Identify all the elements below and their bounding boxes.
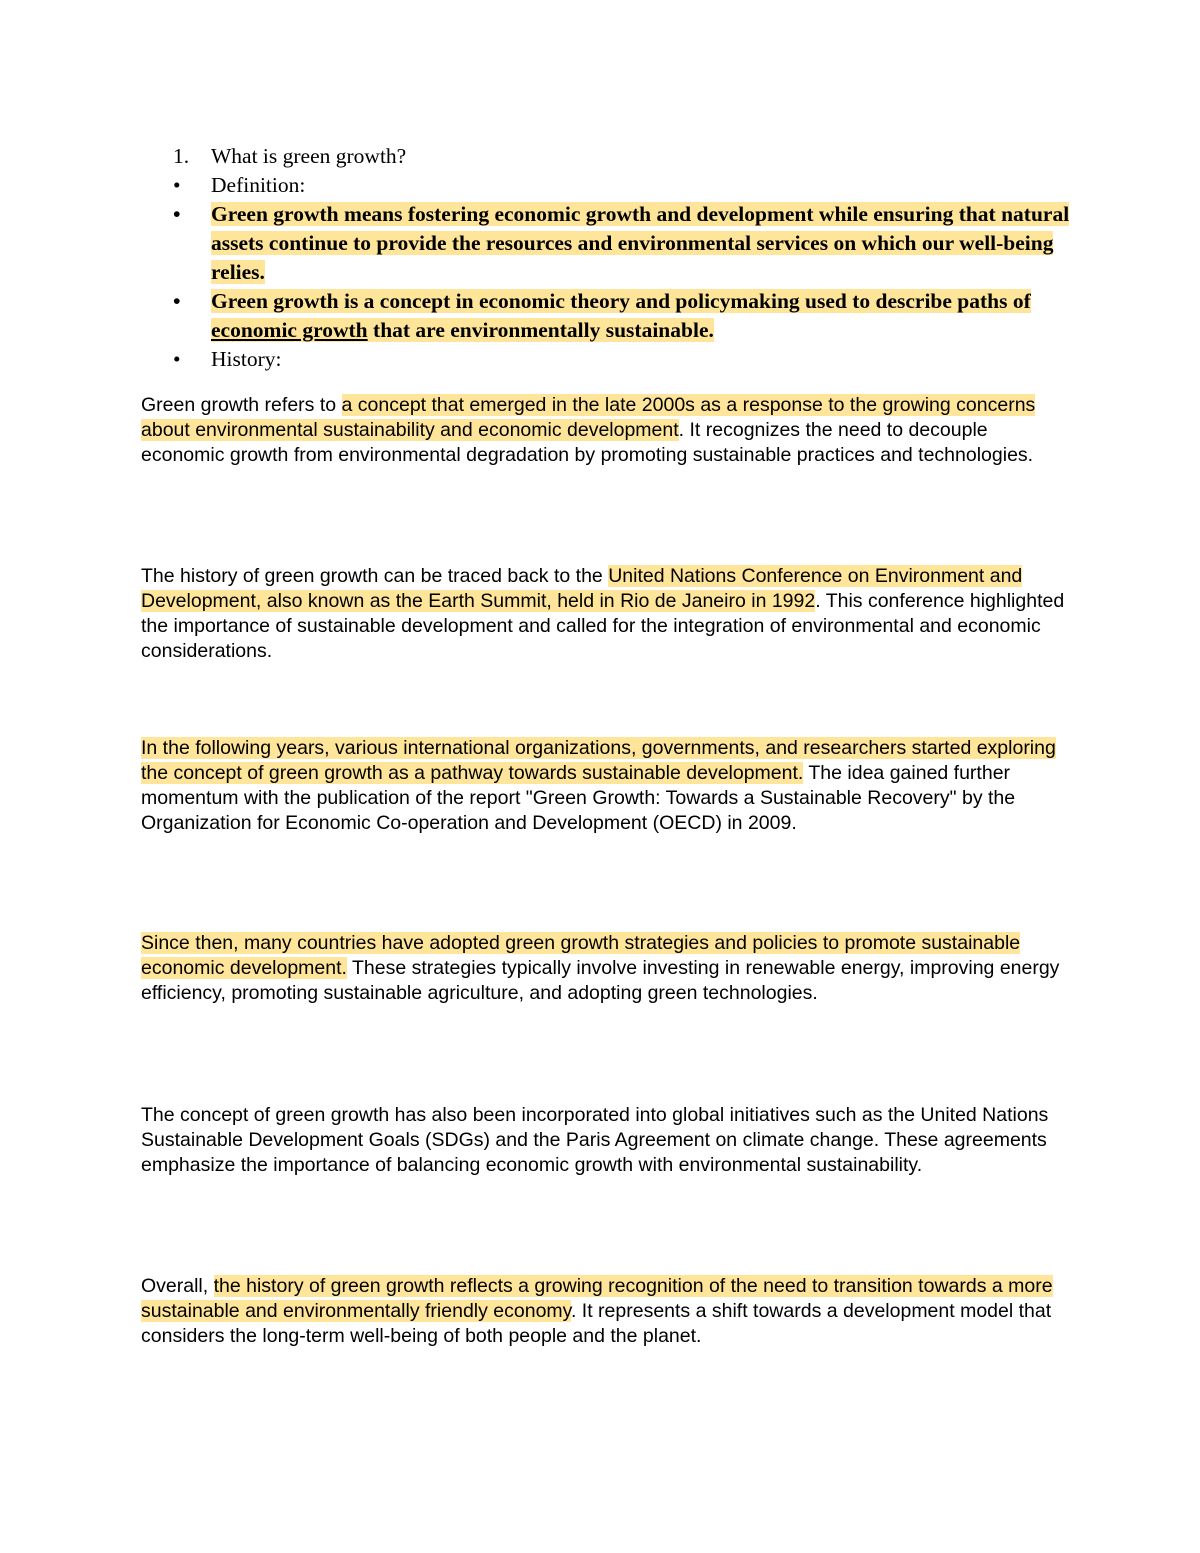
history-label: History: — [211, 347, 282, 371]
paragraph-overall — [141, 1274, 1071, 1349]
p2-text-a: The history of green growth can be traced back to the — [141, 565, 609, 587]
p4-text-b: These strategies typically involve investing in renewable energy, improving energy efficiency, promoting sustainable agriculture, and adopting green technologies. — [141, 957, 1060, 1004]
paragraph-intro — [141, 393, 1071, 468]
paragraph-since-then — [141, 931, 1071, 1006]
economic-growth-link[interactable]: economic growth — [211, 318, 368, 342]
p1-highlight: a concept that emerged in the late 2000s as a response to the growing concerns about environmental sustainability and economic development — [141, 394, 1036, 441]
paragraph-following-years — [141, 736, 1071, 836]
definition-text-2b: that are environmentally sustainable. — [367, 318, 714, 342]
bullet-icon: • — [173, 347, 181, 371]
question-text: What is green growth? — [211, 144, 407, 168]
p6-highlight: the history of green growth reflects a growing recognition of the need to transition towards a more sustainable and environmentally friendly economy — [141, 1275, 1053, 1322]
list-item-def1 — [141, 200, 1071, 287]
bullet-icon: • — [173, 173, 181, 197]
list-item-question — [141, 142, 1071, 171]
definition-text-1: Green growth means fostering economic growth and development while ensuring that natural assets continue to provide the resources and environmental services on which our well-being relies. — [211, 202, 1070, 284]
p2-text-b: . This conference highlighted the importance of sustainable development and called for the integration of environmental and economic considerations. — [141, 590, 1065, 662]
definition-text-2 — [211, 289, 1031, 342]
p4-highlight: Since then, many countries have adopted green growth strategies and policies to promote sustainable economic development. — [141, 932, 1021, 979]
paragraph-earth-summit — [141, 564, 1071, 664]
p6-text-b: . It represents a shift towards a development model that considers the long-term well-being of both people and the planet. — [141, 1300, 1052, 1347]
paragraph-global-initiatives — [141, 1103, 1071, 1178]
p2-highlight: United Nations Conference on Environment and Development, also known as the Earth Summit, held in Rio de Janeiro in 1992 — [141, 565, 1023, 612]
p3-text-b: The idea gained further momentum with the publication of the report "Green Growth: Towards a Sustainable Recovery" by the Organization for Economic Co-operation and Development (OECD) in 2009. — [141, 762, 1016, 834]
list-number: 1. — [173, 144, 190, 168]
p1-text-a: Green growth refers to — [141, 394, 342, 416]
definition-text-2a: Green growth is a concept in economic theory and policymaking used to describe paths of — [211, 289, 1031, 313]
bullet-icon: • — [173, 289, 181, 313]
list-item-definition — [141, 171, 1071, 200]
p5-text: The concept of green growth has also been incorporated into global initiatives such as the United Nations Sustainable Development Goals (SDGs) and the Paris Agreement on climate change. These agreements emphasize the importance of balancing economic growth with environmental sustainability. — [141, 1104, 1049, 1176]
list-item-history — [141, 345, 1071, 374]
p1-text-b: . It recognizes the need to decouple economic growth from environmental degradation by promoting sustainable practices and technologies. — [141, 419, 1034, 466]
p6-text-a: Overall, — [141, 1275, 214, 1297]
definition-label: Definition: — [211, 173, 306, 197]
p3-highlight: In the following years, various international organizations, governments, and researchers started exploring the concept of green growth as a pathway towards sustainable development. — [141, 737, 1056, 784]
list-item-def2 — [141, 287, 1071, 345]
bullet-icon: • — [173, 202, 181, 226]
outline-list — [141, 142, 1071, 374]
